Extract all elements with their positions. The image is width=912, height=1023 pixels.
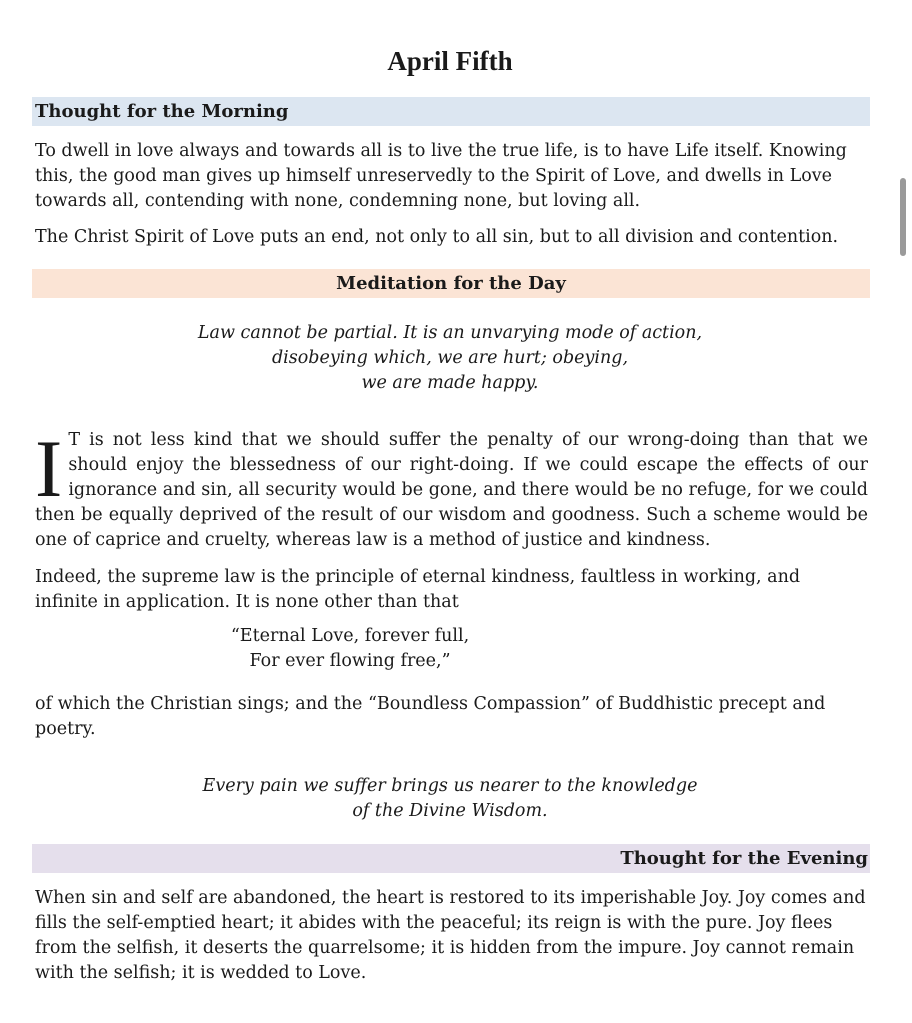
day-heading: Meditation for the Day xyxy=(32,269,870,298)
day-verse xyxy=(0,624,800,674)
morning-heading: Thought for the Morning xyxy=(32,97,870,126)
morning-paragraph-1: To dwell in love always and towards all is to live the true life, is to have Life itself. Knowing this, the good man gives up himself unreservedly to the Spirit of Love, and dwells in Love towards all, contending with none, condemning none, but loving all. xyxy=(35,141,847,211)
drop-cap: I xyxy=(35,423,63,514)
day-paragraph-1-text: T is not less kind that we should suffer the penalty of our wrong-doing than that we should enjoy the blessedness of our right-doing. If we could escape the effects of our ignorance and sin, all security would be gone, and there would be no refuge, for we could then be equally deprived of the result of our wisdom and goodness. Such a scheme would be one of caprice and cruelty, whereas law is a method of justice and kindness. xyxy=(35,430,868,550)
page-title: April Fifth xyxy=(387,46,513,76)
evening-heading: Thought for the Evening xyxy=(32,844,870,873)
day-closing xyxy=(0,774,900,824)
vertical-scrollbar[interactable] xyxy=(900,178,906,256)
epigraph-line: we are made happy. xyxy=(361,373,539,393)
verse-line: “Eternal Love, forever full, xyxy=(230,626,470,646)
day-paragraph-2: Indeed, the supreme law is the principle of eternal kindness, faultless in working, and infinite in application. It is none other than that xyxy=(35,567,801,612)
day-epigraph xyxy=(0,321,900,396)
epigraph-line: disobeying which, we are hurt; obeying, xyxy=(271,348,629,368)
day-paragraph-1 xyxy=(35,423,868,553)
evening-paragraph: When sin and self are abandoned, the heart is restored to its imperishable Joy. Joy comes and fills the self-emptied heart; it abides with the peaceful; its reign is with the pure. Joy flees from the selfish, it deserts the quarrelsome; it is hidden from the impure. Joy cannot remain with the selfish; it is wedded to Love. xyxy=(35,888,866,983)
verse-line: For ever flowing free,” xyxy=(249,651,451,671)
epigraph-line: Law cannot be partial. It is an unvarying mode of action, xyxy=(197,323,703,343)
day-paragraph-3: of which the Christian sings; and the “Boundless Compassion” of Buddhistic precept and poetry. xyxy=(35,694,826,739)
morning-paragraph-2: The Christ Spirit of Love puts an end, not only to all sin, but to all division and contention. xyxy=(35,227,839,247)
closing-line: Every pain we suffer brings us nearer to the knowledge xyxy=(202,776,698,796)
closing-line: of the Divine Wisdom. xyxy=(352,801,548,821)
